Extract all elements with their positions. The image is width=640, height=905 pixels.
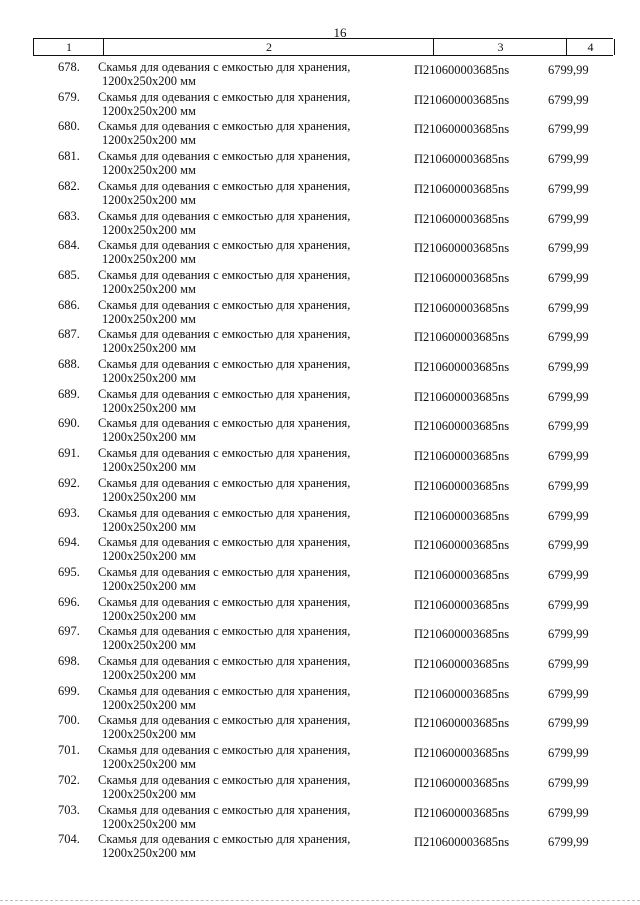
table-row xyxy=(0,268,640,298)
row-number: 696. xyxy=(58,594,80,609)
row-code: П210600003685ns xyxy=(414,716,510,731)
description-line-1: Скамья для одевания с емкостью для хранения, xyxy=(98,446,351,461)
row-code: П210600003685ns xyxy=(414,241,510,256)
description-line-2: 1200x250x200 мм xyxy=(102,192,196,207)
row-number: 687. xyxy=(58,327,80,342)
row-description xyxy=(98,624,350,652)
row-price: 6799,99 xyxy=(548,508,589,523)
row-price: 6799,99 xyxy=(548,597,589,612)
row-price: 6799,99 xyxy=(548,567,589,582)
row-price: 6799,99 xyxy=(548,746,589,761)
row-number: 697. xyxy=(58,624,80,639)
table-row xyxy=(0,803,640,833)
description-line-2: 1200x250x200 мм xyxy=(102,371,196,385)
row-price: 6799,99 xyxy=(548,389,589,404)
table-row xyxy=(0,565,640,595)
description-line-2: 1200x250x200 мм xyxy=(102,74,196,88)
row-description xyxy=(98,298,350,326)
description-line-1: Скамья для одевания с емкостью для хранения, xyxy=(98,89,351,104)
table-row xyxy=(0,446,640,476)
table-row xyxy=(0,476,640,506)
description-line-2: 1200x250x200 мм xyxy=(102,727,196,742)
row-code: П210600003685ns xyxy=(414,657,510,671)
row-description xyxy=(98,803,350,831)
table-row xyxy=(0,535,640,565)
row-price: 6799,99 xyxy=(548,538,589,553)
table-row xyxy=(0,119,640,149)
row-code: П210600003685ns xyxy=(414,63,510,77)
description-line-2: 1200x250x200 мм xyxy=(102,757,196,772)
row-code: П210600003685ns xyxy=(414,835,510,850)
description-line-1: Скамья для одевания с емкостью для хранения, xyxy=(98,267,351,282)
row-code: П210600003685ns xyxy=(414,686,510,701)
table-row xyxy=(0,713,640,743)
row-number: 684. xyxy=(58,238,80,253)
header-col-4: 4 xyxy=(566,39,615,55)
table-row xyxy=(0,654,640,684)
row-price: 6799,99 xyxy=(548,330,589,345)
table-row xyxy=(0,832,640,862)
table-row xyxy=(0,60,640,90)
row-price: 6799,99 xyxy=(548,181,589,196)
row-price: 6799,99 xyxy=(548,419,589,434)
row-description xyxy=(98,506,350,534)
table-row xyxy=(0,209,640,239)
row-description xyxy=(98,773,350,801)
row-price: 6799,99 xyxy=(548,270,589,285)
row-description xyxy=(98,149,350,177)
table-row xyxy=(0,387,640,417)
description-line-1: Скамья для одевания с емкостью для хранения, xyxy=(98,238,351,253)
description-line-2: 1200x250x200 мм xyxy=(102,252,196,267)
row-price: 6799,99 xyxy=(548,835,589,850)
header-col-3: 3 xyxy=(433,39,567,55)
row-price: 6799,99 xyxy=(548,211,589,226)
description-line-2: 1200x250x200 мм xyxy=(102,163,196,178)
page-number: 16 xyxy=(333,25,347,40)
description-line-1: Скамья для одевания с емкостью для хранения, xyxy=(98,327,351,342)
row-number: 685. xyxy=(58,267,80,282)
page-bottom-line xyxy=(0,900,640,901)
table-row xyxy=(0,595,640,625)
description-line-2: 1200x250x200 мм xyxy=(102,638,196,653)
description-line-2: 1200x250x200 мм xyxy=(102,846,196,861)
row-code: П210600003685ns xyxy=(414,360,510,374)
row-description xyxy=(98,327,350,355)
row-number: 692. xyxy=(58,475,80,490)
row-description xyxy=(98,684,350,712)
description-line-2: 1200x250x200 мм xyxy=(102,786,196,801)
description-line-2: 1200x250x200 мм xyxy=(102,103,196,118)
row-price: 6799,99 xyxy=(548,360,589,374)
description-line-2: 1200x250x200 мм xyxy=(102,697,196,712)
row-number: 701. xyxy=(58,743,80,758)
description-line-1: Скамья для одевания с емкостью для хранения, xyxy=(98,119,351,134)
description-line-2: 1200x250x200 мм xyxy=(102,668,196,682)
row-description xyxy=(98,743,350,771)
row-price: 6799,99 xyxy=(548,449,589,464)
description-line-1: Скамья для одевания с емкостью для хранения, xyxy=(98,683,351,698)
row-price: 6799,99 xyxy=(548,63,589,77)
header-col-1: 1 xyxy=(33,39,104,55)
row-description xyxy=(98,387,350,415)
row-description xyxy=(98,179,350,207)
row-number: 700. xyxy=(58,713,80,728)
description-line-1: Скамья для одевания с емкостью для хранения, xyxy=(98,713,351,728)
row-price: 6799,99 xyxy=(548,686,589,701)
row-code: П210600003685ns xyxy=(414,805,510,820)
row-code: П210600003685ns xyxy=(414,746,510,761)
row-number: 682. xyxy=(58,178,80,193)
description-line-1: Скамья для одевания с емкостью для хранения, xyxy=(98,743,351,758)
row-code: П210600003685ns xyxy=(414,92,510,107)
description-line-2: 1200x250x200 мм xyxy=(102,578,196,593)
row-description xyxy=(98,654,350,682)
row-code: П210600003685ns xyxy=(414,567,510,582)
table-header xyxy=(33,38,613,56)
row-price: 6799,99 xyxy=(548,92,589,107)
description-line-1: Скамья для одевания с емкостью для хранения, xyxy=(98,654,351,668)
description-line-1: Скамья для одевания с емкостью для хранения, xyxy=(98,624,351,639)
description-line-1: Скамья для одевания с емкостью для хранения, xyxy=(98,475,351,490)
row-number: 678. xyxy=(58,60,80,74)
description-line-1: Скамья для одевания с емкостью для хранения, xyxy=(98,60,351,74)
table-row xyxy=(0,773,640,803)
description-line-1: Скамья для одевания с емкостью для хранения, xyxy=(98,208,351,223)
row-code: П210600003685ns xyxy=(414,152,510,167)
description-line-2: 1200x250x200 мм xyxy=(102,222,196,237)
row-description xyxy=(98,268,350,296)
row-code: П210600003685ns xyxy=(414,181,510,196)
row-description xyxy=(98,119,350,147)
row-description xyxy=(98,238,350,266)
row-number: 680. xyxy=(58,119,80,134)
row-description xyxy=(98,446,350,474)
row-code: П210600003685ns xyxy=(414,122,510,137)
row-code: П210600003685ns xyxy=(414,597,510,612)
row-number: 699. xyxy=(58,683,80,698)
table-row xyxy=(0,506,640,536)
description-line-1: Скамья для одевания с емкостью для хранения, xyxy=(98,594,351,609)
description-line-2: 1200x250x200 мм xyxy=(102,549,196,564)
row-description xyxy=(98,595,350,623)
row-description xyxy=(98,357,350,385)
row-price: 6799,99 xyxy=(548,775,589,790)
row-description xyxy=(98,565,350,593)
description-line-1: Скамья для одевания с емкостью для хранения, xyxy=(98,357,351,371)
row-description xyxy=(98,209,350,237)
row-number: 703. xyxy=(58,802,80,817)
row-code: П210600003685ns xyxy=(414,300,510,315)
row-number: 690. xyxy=(58,416,80,431)
description-line-2: 1200x250x200 мм xyxy=(102,281,196,296)
row-description xyxy=(98,476,350,504)
row-price: 6799,99 xyxy=(548,805,589,820)
row-number: 704. xyxy=(58,832,80,847)
row-price: 6799,99 xyxy=(548,122,589,137)
row-code: П210600003685ns xyxy=(414,419,510,434)
row-number: 686. xyxy=(58,297,80,312)
row-number: 695. xyxy=(58,564,80,579)
row-number: 702. xyxy=(58,772,80,787)
row-code: П210600003685ns xyxy=(414,330,510,345)
row-code: П210600003685ns xyxy=(414,478,510,493)
table-row xyxy=(0,90,640,120)
row-price: 6799,99 xyxy=(548,627,589,642)
row-price: 6799,99 xyxy=(548,657,589,671)
table-row xyxy=(0,298,640,328)
description-line-1: Скамья для одевания с емкостью для хранения, xyxy=(98,832,351,847)
row-price: 6799,99 xyxy=(548,300,589,315)
table-row xyxy=(0,416,640,446)
row-description xyxy=(98,60,350,88)
header-col-2: 2 xyxy=(103,39,434,55)
description-line-1: Скамья для одевания с емкостью для хранения, xyxy=(98,149,351,164)
description-line-2: 1200x250x200 мм xyxy=(102,133,196,148)
description-line-1: Скамья для одевания с емкостью для хранения, xyxy=(98,386,351,401)
table-row xyxy=(0,743,640,773)
description-line-2: 1200x250x200 мм xyxy=(102,816,196,831)
description-line-2: 1200x250x200 мм xyxy=(102,311,196,326)
row-description xyxy=(98,832,350,860)
row-code: П210600003685ns xyxy=(414,627,510,642)
row-code: П210600003685ns xyxy=(414,538,510,553)
table-row xyxy=(0,357,640,387)
table-row xyxy=(0,327,640,357)
description-line-1: Скамья для одевания с емкостью для хранения, xyxy=(98,505,351,520)
row-number: 693. xyxy=(58,505,80,520)
description-line-2: 1200x250x200 мм xyxy=(102,489,196,504)
table-row xyxy=(0,179,640,209)
description-line-1: Скамья для одевания с емкостью для хранения, xyxy=(98,297,351,312)
row-description xyxy=(98,713,350,741)
row-number: 681. xyxy=(58,149,80,164)
row-code: П210600003685ns xyxy=(414,270,510,285)
table-row xyxy=(0,684,640,714)
description-line-1: Скамья для одевания с емкостью для хранения, xyxy=(98,564,351,579)
row-price: 6799,99 xyxy=(548,241,589,256)
description-line-2: 1200x250x200 мм xyxy=(102,460,196,475)
table-row xyxy=(0,238,640,268)
row-number: 688. xyxy=(58,357,80,371)
row-code: П210600003685ns xyxy=(414,449,510,464)
row-number: 679. xyxy=(58,89,80,104)
row-description xyxy=(98,90,350,118)
description-line-1: Скамья для одевания с емкостью для хранения, xyxy=(98,535,351,550)
description-line-1: Скамья для одевания с емкостью для хранения, xyxy=(98,772,351,787)
row-price: 6799,99 xyxy=(548,716,589,731)
row-number: 689. xyxy=(58,386,80,401)
description-line-1: Скамья для одевания с емкостью для хранения, xyxy=(98,178,351,193)
description-line-1: Скамья для одевания с емкостью для хранения, xyxy=(98,802,351,817)
row-number: 683. xyxy=(58,208,80,223)
description-line-1: Скамья для одевания с емкостью для хранения, xyxy=(98,416,351,431)
table-row xyxy=(0,149,640,179)
description-line-2: 1200x250x200 мм xyxy=(102,341,196,356)
row-number: 698. xyxy=(58,654,80,668)
description-line-2: 1200x250x200 мм xyxy=(102,430,196,445)
description-line-2: 1200x250x200 мм xyxy=(102,519,196,534)
row-number: 694. xyxy=(58,535,80,550)
row-price: 6799,99 xyxy=(548,152,589,167)
row-code: П210600003685ns xyxy=(414,508,510,523)
table-row xyxy=(0,624,640,654)
description-line-2: 1200x250x200 мм xyxy=(102,400,196,415)
row-code: П210600003685ns xyxy=(414,389,510,404)
row-description xyxy=(98,416,350,444)
row-code: П210600003685ns xyxy=(414,211,510,226)
row-description xyxy=(98,535,350,563)
row-price: 6799,99 xyxy=(548,478,589,493)
row-code: П210600003685ns xyxy=(414,775,510,790)
description-line-2: 1200x250x200 мм xyxy=(102,608,196,623)
row-number: 691. xyxy=(58,446,80,461)
